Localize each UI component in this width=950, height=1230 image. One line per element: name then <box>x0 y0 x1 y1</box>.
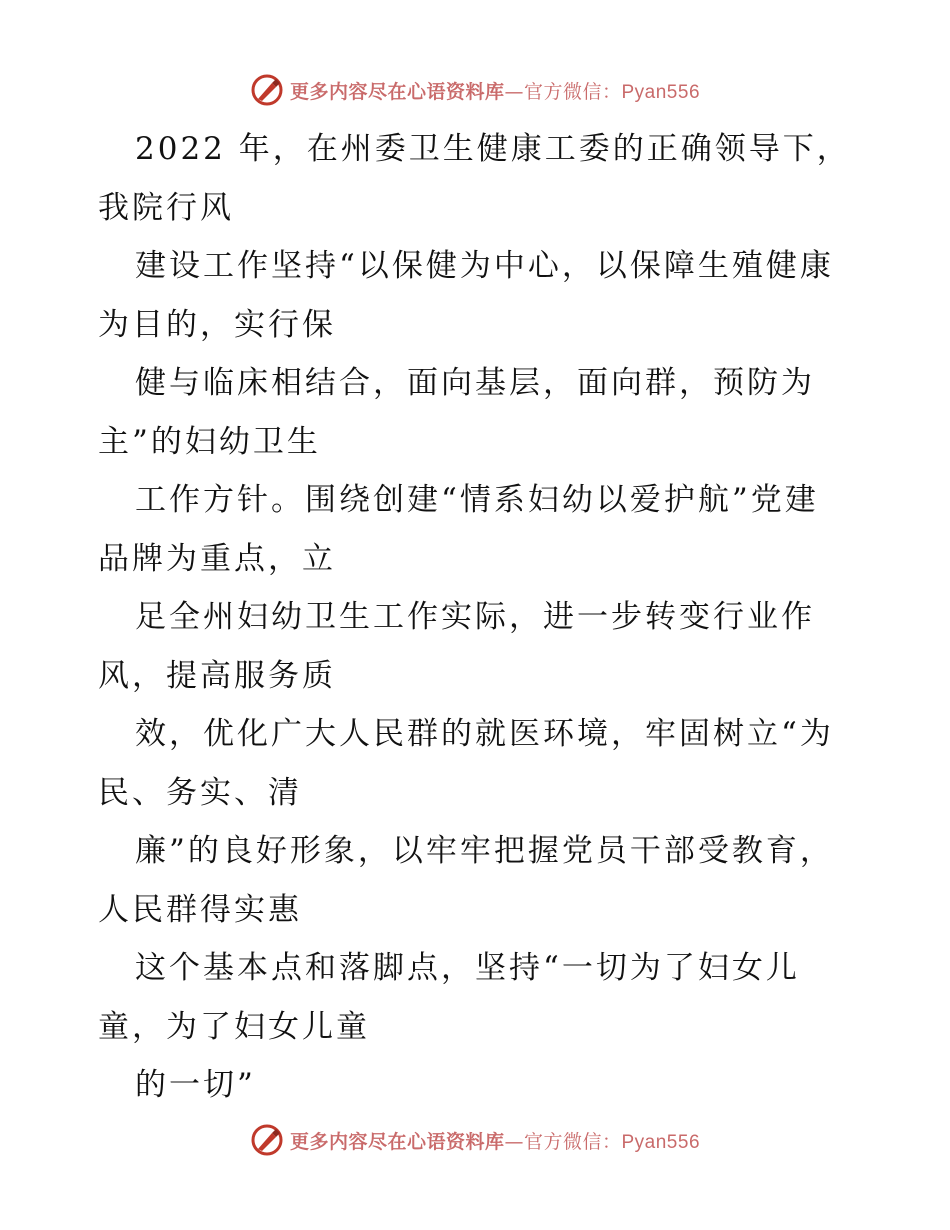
watermark-official: 官方微信： <box>523 1130 622 1153</box>
body-line: 2022 年，在州委卫生健康工委的正确领导下， <box>135 131 851 167</box>
watermark-dash: — <box>504 80 524 103</box>
body-line: 工作方针。围绕创建“情系妇幼以爱护航”党建 <box>135 482 819 518</box>
footer-watermark <box>0 1120 950 1160</box>
body-line: 人民群得实惠 <box>98 891 302 928</box>
pen-logo-icon <box>250 73 284 107</box>
body-line: 民、务实、清 <box>98 774 302 811</box>
watermark-text <box>290 77 700 104</box>
body-line: 效，优化广大人民群的就医环境，牢固树立“为 <box>135 716 834 752</box>
watermark-brand: 更多内容尽在心语资料库 <box>289 1130 505 1153</box>
body-line: 足全州妇幼卫生工作实际，进一步转变行业作 <box>135 599 815 635</box>
body-line: 健与临床相结合，面向基层，面向群，预防为 <box>135 365 815 401</box>
watermark-id: Pyan556 <box>621 81 701 103</box>
watermark-id: Pyan556 <box>621 1131 701 1153</box>
body-line: 为目的，实行保 <box>98 306 336 343</box>
body-line: 建设工作坚持“以保健为中心，以保障生殖健康 <box>135 248 834 284</box>
body-line: 童，为了妇女儿童 <box>98 1008 370 1045</box>
body-line: 我院行风 <box>98 189 234 226</box>
watermark-text <box>290 1127 700 1154</box>
watermark-brand: 更多内容尽在心语资料库 <box>289 80 505 103</box>
body-line: 廉”的良好形象，以牢牢把握党员干部受教育， <box>135 833 834 869</box>
body-line: 主”的妇幼卫生 <box>98 423 321 460</box>
document-body <box>98 120 858 1115</box>
pen-logo-icon <box>250 1123 284 1157</box>
watermark-dash: — <box>504 1130 524 1153</box>
body-line: 的一切” <box>135 1067 256 1103</box>
body-line: 这个基本点和落脚点，坚持“一切为了妇女儿 <box>135 950 800 986</box>
body-line: 品牌为重点，立 <box>98 540 336 577</box>
watermark-official: 官方微信： <box>523 80 622 103</box>
body-line: 风，提高服务质 <box>98 657 336 694</box>
header-watermark <box>0 70 950 110</box>
